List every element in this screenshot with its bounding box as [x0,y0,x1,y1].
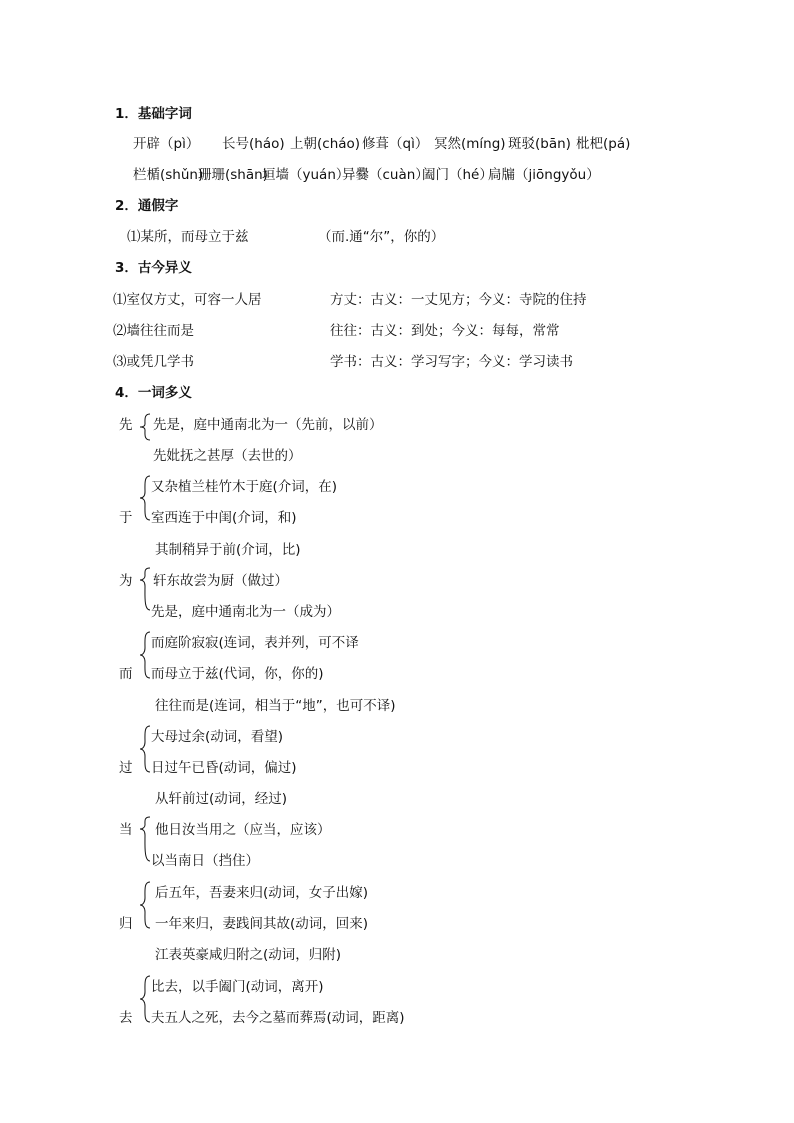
polysemy-entry: 一年来归，妻践间其故(动词，回来) [155,916,369,932]
polysemy-entry: 其制稍异于前(介词，比) [155,542,301,558]
example-note: （而.通“尔”，你的） [318,229,445,245]
polysemy-entry: 以当南日（挡住） [151,853,259,869]
polysemy-char: 于 [119,510,133,526]
polysemy-char: 为 [119,573,133,589]
polysemy-char: 去 [119,1010,133,1026]
brace-icon [138,474,152,522]
polysemy-char: 过 [119,760,133,776]
polysemy-entry: 轩东故尝为厨（做过） [153,573,288,589]
vocab-item: 开辟（pì） [133,136,200,152]
polysemy-entry: 后五年，吾妻来归(动词，女子出嫁) [155,885,369,901]
example-sentence: ⑵墙往往而是 [113,323,194,339]
vocab-item: 阖门（hé） [422,167,493,183]
example-note: 往往：古义：到处；今义：每每，常常 [330,323,560,339]
section-heading: 4．一词多义 [115,385,192,401]
polysemy-char: 当 [119,822,133,838]
brace-icon [138,412,152,442]
vocab-item: 上朝(cháo) [290,136,361,152]
section-heading: 2．通假字 [115,198,179,214]
polysemy-entry: 而庭阶寂寂(连词，表并列，可不译 [151,635,359,651]
polysemy-entry: 日过午已昏(动词，偏过) [151,760,297,776]
polysemy-entry: 又杂植兰桂竹木于庭(介词，在) [151,479,338,495]
example-sentence: ⑴某所，而母立于兹 [127,229,249,245]
polysemy-char: 归 [119,916,133,932]
polysemy-entry: 从轩前过(动词，经过) [155,791,288,807]
polysemy-entry: 先是，庭中通南北为一（先前，以前） [153,417,383,433]
polysemy-entry: 江表英豪咸归附之(动词，归附) [155,947,342,963]
polysemy-char: 而 [119,666,133,682]
example-sentence: ⑶或凭几学书 [113,354,194,370]
polysemy-entry: 室西连于中闺(介词，和) [151,510,297,526]
polysemy-entry: 往往而是(连词，相当于“地”，也可不译) [155,698,396,714]
brace-icon [138,724,152,774]
polysemy-entry: 先妣抚之甚厚（去世的） [153,448,302,464]
vocab-item: 珊珊(shān) [198,167,268,183]
section-heading: 1．基础字词 [115,106,192,122]
polysemy-entry: 比去，以手阖门(动词，离开) [151,979,324,995]
vocab-item: 垣墙（yuán） [262,167,350,183]
example-sentence: ⑴室仅方丈，可容一人居 [113,292,262,308]
polysemy-entry: 夫五人之死，去今之墓而葬焉(动词，距离) [151,1010,405,1026]
brace-icon [138,630,152,680]
vocab-item: 斑驳(bān) [508,136,571,152]
vocab-item: 枇杷(pá) [576,136,631,152]
brace-icon [138,566,152,614]
polysemy-entry: 先是，庭中通南北为一（成为） [151,604,340,620]
section-heading: 3．古今异义 [115,260,192,276]
vocab-item: 异爨（cuàn） [342,167,429,183]
brace-icon [138,815,152,865]
brace-icon [138,880,152,930]
polysemy-entry: 他日汝当用之（应当，应该） [155,822,331,838]
example-note: 方丈：古义：一丈见方；今义：寺院的住持 [330,292,587,308]
polysemy-entry: 而母立于兹(代词，你，你的) [151,666,324,682]
brace-icon [138,974,152,1024]
vocab-item: 冥然(míng) [434,136,506,152]
vocab-item: 扃牖（jiōngyǒu） [488,167,600,183]
vocab-item: 长号(háo) [222,136,285,152]
example-note: 学书：古义：学习写字；今义：学习读书 [330,354,573,370]
polysemy-char: 先 [119,417,133,433]
vocab-item: 栏楯(shǔn) [133,167,204,183]
vocab-item: 修葺（qì） [362,136,429,152]
polysemy-entry: 大母过余(动词，看望) [151,729,284,745]
